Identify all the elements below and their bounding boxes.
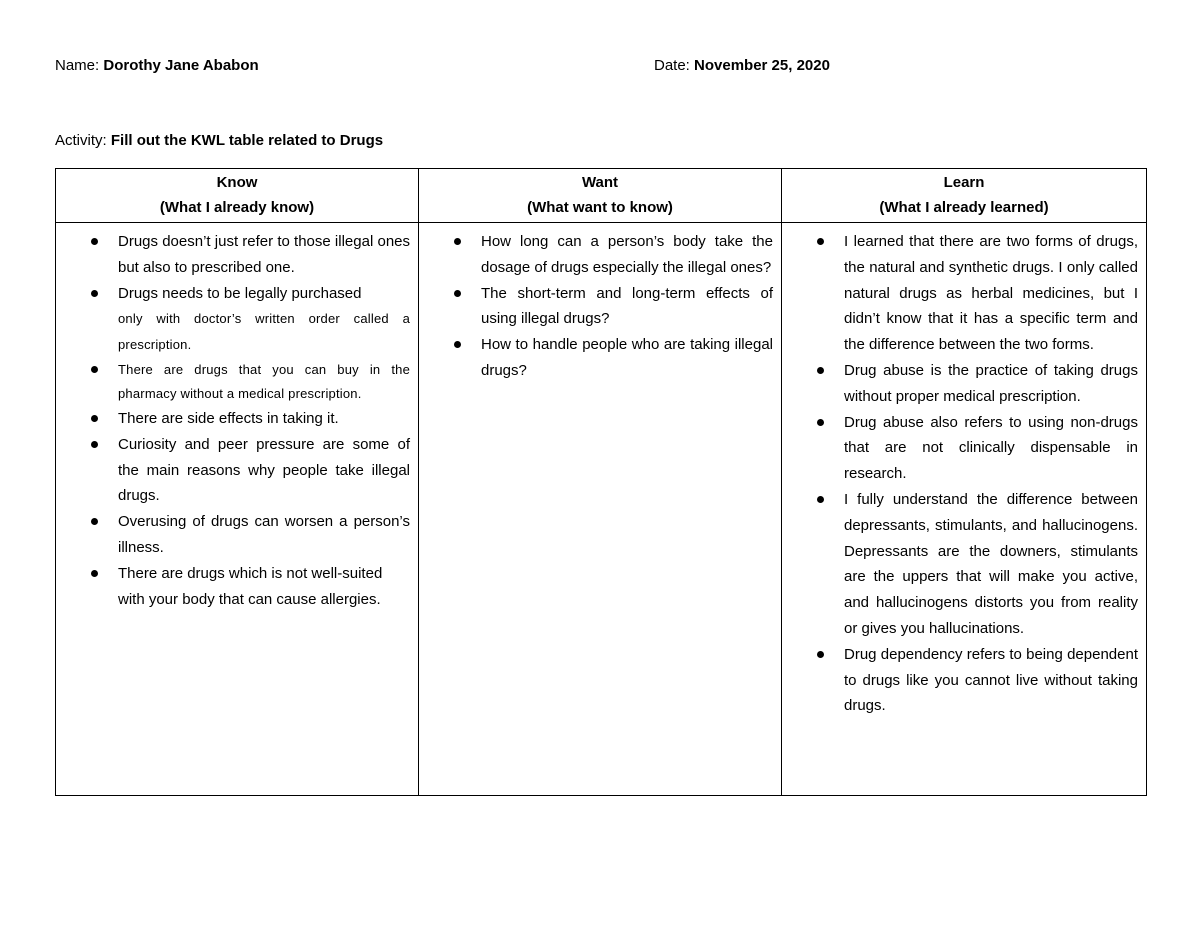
bullet-icon [817,496,824,503]
list-item [56,229,410,281]
date-value: November 25, 2020 [694,57,830,74]
list-item [419,281,773,333]
list-item [56,509,410,561]
list-item-text: Drug abuse also refers to using non-drugs that are not clinically dispensable in research. [844,413,1138,483]
want-list [419,229,773,384]
bullet-icon [91,441,98,448]
list-item-text: I learned that there are two forms of drugs, the natural and synthetic drugs. I only called natural drugs as herbal medicines, but I didn’t know that it has a specific term and the difference between the two forms. [844,233,1138,354]
list-item-text: There are drugs which is not well-suited with your body that can cause allergies. [118,564,383,608]
learn-subtitle: (What I already learned) [879,199,1049,216]
kwl-header-row [56,169,1147,223]
bullet-icon [454,341,461,348]
list-item [782,642,1138,719]
activity-line [55,131,383,151]
kwl-table [55,168,1147,796]
know-subtitle: (What I already know) [159,199,315,216]
learn-list [782,229,1138,719]
list-item [419,332,773,384]
kwl-body-row [56,223,1147,796]
bullet-icon [817,651,824,658]
bullet-icon [91,570,98,577]
bullet-icon [817,367,824,374]
learn-header [782,169,1147,223]
bullet-icon [91,238,98,245]
list-item [56,432,410,509]
bullet-icon [91,290,98,297]
list-item-text: There are drugs that you can buy in the pharmacy without a medical prescription. [118,361,410,401]
list-item-text: Curiosity and peer pressure are some of the main reasons why people take illegal drugs. [118,435,410,505]
list-item-text: Drug dependency refers to being dependent to drugs like you cannot live without taking drugs. [844,645,1138,715]
want-subtitle: (What want to know) [527,199,673,216]
list-item-text: There are side effects in taking it. [118,409,339,427]
list-item [56,561,410,613]
bullet-icon [91,415,98,422]
bullet-icon [817,238,824,245]
date-line [654,56,830,76]
list-item-text: The short-term and long-term effects of using illegal drugs? [481,284,773,328]
list-item [56,406,410,432]
list-item [782,487,1138,642]
list-item-text: only with doctor’s written order called a prescription. [118,311,410,353]
know-title: Know [216,174,258,191]
name-line [55,56,259,76]
list-item-text: I fully understand the difference between depressants, stimulants, and hallucinogens. Depressants are the downers, stimulants are the uppers that will make you active, and hallucinogens distorts you from reality or gives you hallucinations. [844,490,1138,637]
list-item [56,281,410,358]
want-header [419,169,782,223]
list-item-text: Drugs doesn’t just refer to those illegal ones but also to prescribed one. [118,233,410,276]
learn-title: Learn [943,174,985,191]
want-title: Want [581,174,619,191]
activity-label: Activity: [55,132,107,149]
list-item [56,358,410,406]
list-item-text: Overusing of drugs can worsen a person’s illness. [118,513,410,556]
list-item-text: Drug abuse is the practice of taking drugs without proper medical prescription. [844,361,1138,405]
activity-text: Fill out the KWL table related to Drugs [110,132,384,149]
list-item-text: How to handle people who are taking illegal drugs? [481,336,773,379]
list-item-text: Drugs needs to be legally purchased [118,284,362,302]
list-item [782,410,1138,487]
learn-cell [782,223,1147,796]
bullet-icon [91,518,98,525]
bullet-icon [454,290,461,297]
bullet-icon [817,419,824,426]
want-cell [419,223,782,796]
list-item [419,229,773,281]
list-item-text: How long can a person’s body take the dosage of drugs especially the illegal ones? [481,233,773,276]
list-item [782,229,1138,358]
date-label: Date: [654,57,690,74]
know-cell [56,223,419,796]
list-item [782,358,1138,410]
bullet-icon [91,366,98,373]
know-header [56,169,419,223]
name-value: Dorothy Jane Ababon [103,57,259,74]
name-label: Name: [55,57,100,74]
bullet-icon [454,238,461,245]
know-list [56,229,410,612]
